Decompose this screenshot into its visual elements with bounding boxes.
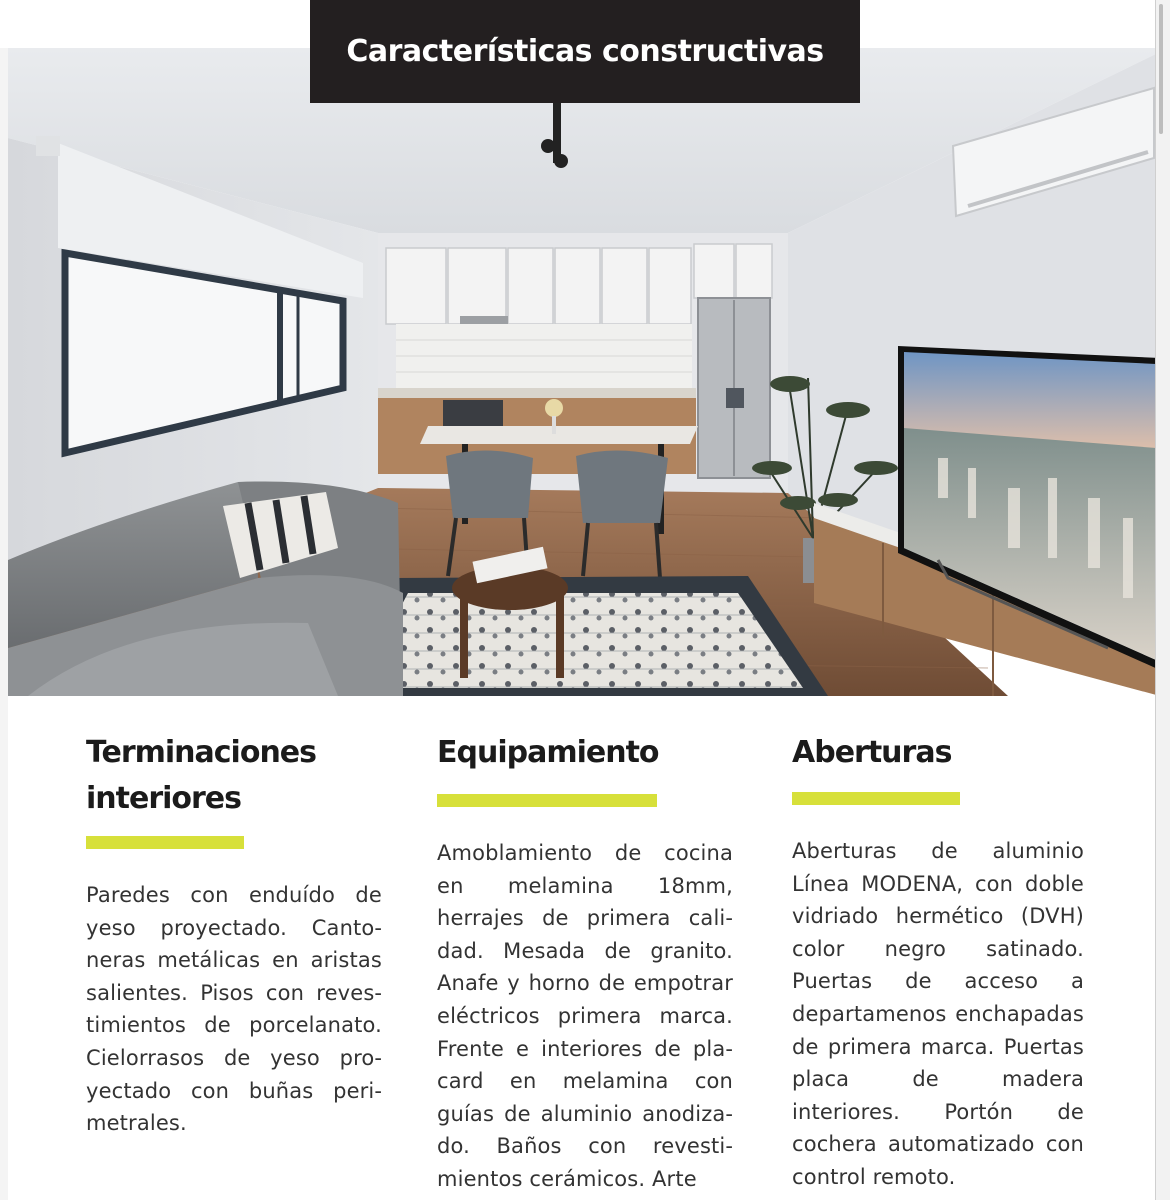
- accent-bar: [86, 836, 244, 849]
- accent-bar: [437, 794, 657, 807]
- column-aberturas: [792, 730, 1084, 1194]
- column-body: Aberturas de aluminio Línea MODENA, con doble vidriado hermético (DVH) color negro satinado. Puertas de acceso a departamenos enchapadas de primera marca. Puertas placa de madera interiores. Portón de cochera automatizado con control remoto.: [792, 839, 1084, 1189]
- column-equipamiento: [437, 730, 733, 1196]
- accent-bar: [792, 792, 960, 805]
- column-terminaciones: [86, 730, 382, 1140]
- section-title-box: [310, 0, 860, 103]
- living-room-render: [8, 48, 1160, 696]
- scrollbar-thumb[interactable]: [1159, 4, 1163, 134]
- column-heading: Terminaciones interiores: [86, 735, 317, 816]
- column-body: Paredes con enduído de yeso proyectado. Cantoneras metálicas en aristas salientes. Pisos con revestimientos de porcelanato. Cielorrasos de yeso proyectado con buñas perimetrales.: [86, 883, 382, 1136]
- column-body: Amoblamiento de cocina en melamina 18mm, herrajes de primera calidad. Mesada de granito. Anafe y horno de empotrar eléctricos primera marca. Frente e interiores de placard en melamina con guías de aluminio anodizado. Baños con revestimientos cerámicos. Arte: [437, 841, 733, 1191]
- scrollbar[interactable]: [1155, 0, 1170, 1200]
- page-edge-left: [0, 0, 8, 1200]
- column-heading: Equipamiento: [437, 735, 659, 770]
- section-title: Características constructivas: [346, 34, 824, 69]
- column-heading: Aberturas: [792, 735, 952, 770]
